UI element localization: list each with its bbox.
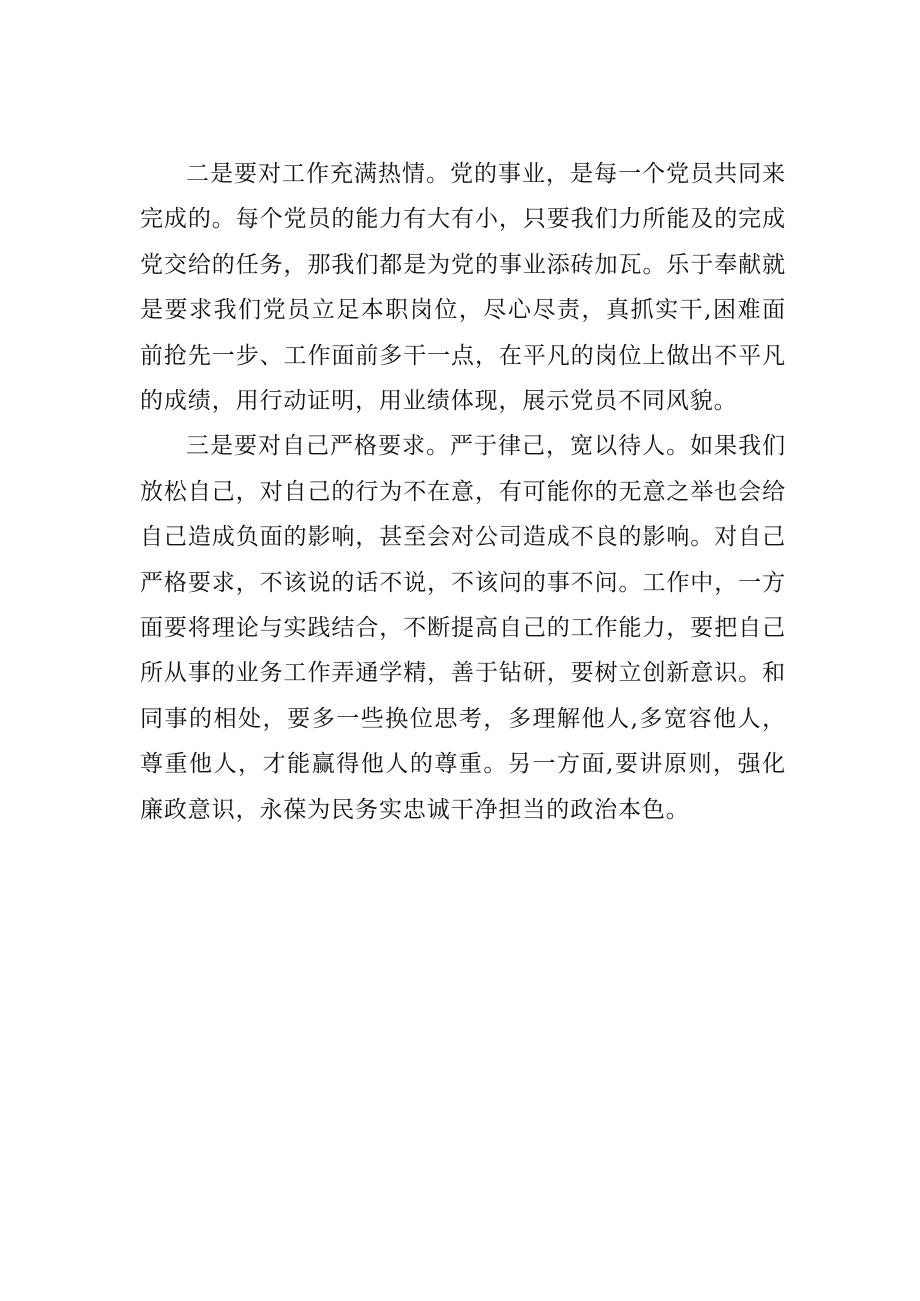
document-body bbox=[140, 152, 786, 833]
paragraph-self-discipline: 三是要对自己严格要求。严于律己，宽以待人。如果我们放松自己，对自己的行为不在意，有可能你的无意之举也会给自己造成负面的影响，甚至会对公司造成不良的影响。对自己严格要求，不该说的话不说，不该问的事不问。工作中，一方面要将理论与实践结合，不断提高自己的工作能力，要把自己所从事的业务工作弄通学精，善于钻研，要树立创新意识。和同事的相处，要多一些换位思考，多理解他人,多宽容他人，尊重他人，才能赢得他人的尊重。另一方面,要讲原则，强化廉政意识，永葆为民务实忠诚干净担当的政治本色。 bbox=[140, 433, 786, 823]
paragraph-enthusiasm: 二是要对工作充满热情。党的事业，是每一个党员共同来完成的。每个党员的能力有大有小，只要我们力所能及的完成党交给的任务，那我们都是为党的事业添砖加瓦。乐于奉献就是要求我们党员立足本职岗位，尽心尽责，真抓实干,困难面前抢先一步、工作面前多干一点，在平凡的岗位上做出不平凡的成绩，用行动证明，用业绩体现，展示党员不同风貌。 bbox=[140, 161, 786, 415]
